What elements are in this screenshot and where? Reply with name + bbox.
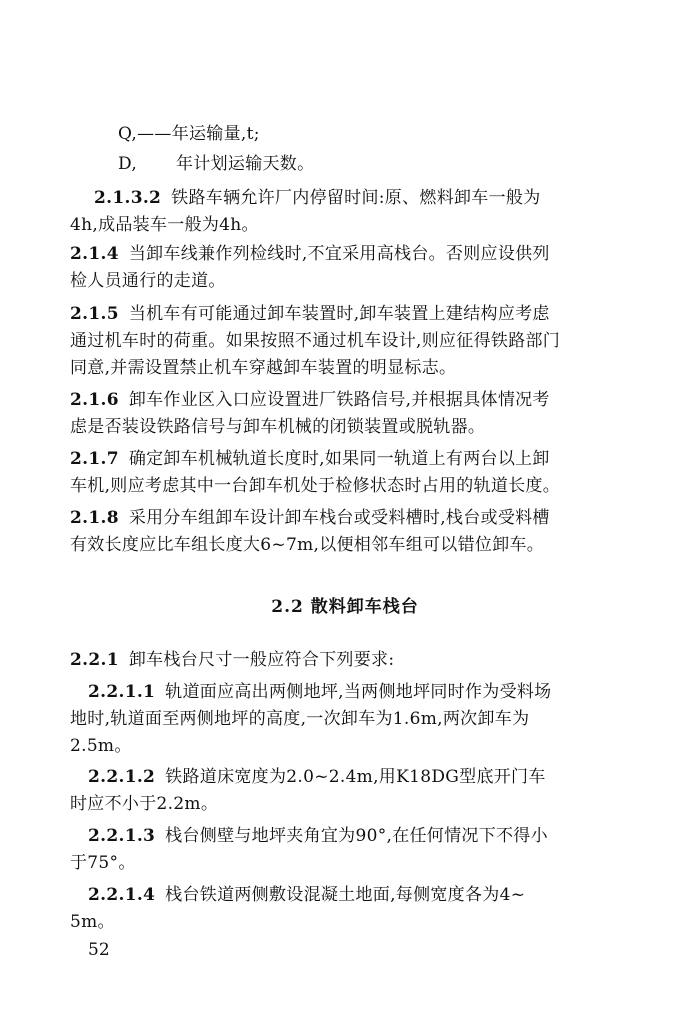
clause-text: 有效长度应比车组长度大6~7m,以便相邻车组可以错位卸车。 bbox=[70, 535, 545, 555]
clause-text: 卸车栈台尺寸一般应符合下列要求: bbox=[128, 650, 395, 670]
clause-first-line bbox=[70, 302, 690, 326]
clause-line bbox=[70, 415, 690, 439]
clause-text: 铁路道床宽度为2.0~2.4m,用K18DG型底开门车 bbox=[165, 767, 546, 787]
clause-number: 2.1.5 bbox=[70, 304, 119, 324]
clause-text: 铁路车辆允许厂内停留时间:原、燃料卸车一般为 bbox=[171, 188, 541, 208]
clause-text: 栈台侧壁与地坪夹角宜为90°,在任何情况下不得小 bbox=[165, 826, 548, 846]
clause-text: 同意,并需设置禁止机车穿越卸车装置的明显标志。 bbox=[70, 358, 457, 378]
clause-number: 2.1.4 bbox=[70, 244, 119, 264]
page-number: 52 bbox=[88, 940, 110, 960]
clause-line bbox=[70, 734, 690, 758]
clause-first-line bbox=[88, 883, 690, 907]
definition-text: ——年运输量,t; bbox=[137, 124, 260, 144]
clause-first-line bbox=[70, 388, 690, 412]
clause-first-line bbox=[70, 506, 690, 530]
clause-line bbox=[70, 269, 690, 293]
clause-number: 2.2.1.3 bbox=[88, 826, 156, 846]
clause-line bbox=[70, 910, 690, 934]
clause-first-line bbox=[70, 447, 690, 471]
clause-number: 2.2.1 bbox=[70, 650, 119, 670]
clause-text: 检人员通行的走道。 bbox=[70, 271, 226, 291]
clause-first-line bbox=[70, 648, 690, 672]
clause-text: 4h,成品装车一般为4h。 bbox=[70, 215, 259, 235]
definition-q bbox=[118, 122, 690, 146]
clause-number: 2.1.6 bbox=[70, 390, 119, 410]
definition-symbol: Q, bbox=[118, 124, 138, 144]
clause-number: 2.1.7 bbox=[70, 449, 119, 469]
clause-text: 确定卸车机械轨道长度时,如果同一轨道上有两台以上卸 bbox=[128, 449, 550, 469]
clause-text: 时应不小于2.2m。 bbox=[70, 794, 219, 814]
clause-text: 轨道面应高出两侧地坪,当两侧地坪同时作为受料场 bbox=[165, 682, 552, 702]
clause-text: 2.5m。 bbox=[70, 736, 132, 756]
clause-number: 2.1.3.2 bbox=[94, 188, 162, 208]
clause-text: 5m。 bbox=[70, 912, 115, 932]
clause-first-line bbox=[88, 680, 690, 704]
clause-line bbox=[70, 533, 690, 557]
clause-line bbox=[70, 356, 690, 380]
clause-number: 2.1.8 bbox=[70, 508, 119, 528]
clause-text: 于75°。 bbox=[70, 853, 136, 873]
clause-line bbox=[70, 474, 690, 498]
clause-line bbox=[70, 851, 690, 875]
clause-text: 栈台铁道两侧敷设混凝土地面,每侧宽度各为4~ bbox=[165, 885, 526, 905]
clause-text: 虑是否装设铁路信号与卸车机械的闭锁装置或脱轨器。 bbox=[70, 417, 486, 437]
clause-text: 车机,则应考虑其中一台卸车机处于检修状态时占用的轨道长度。 bbox=[70, 476, 561, 496]
clause-text: 当卸车线兼作列检线时,不宜采用高栈台。否则应设供列 bbox=[128, 244, 550, 264]
clause-first-line bbox=[88, 824, 690, 848]
clause-line bbox=[70, 707, 690, 731]
clause-number: 2.2.1.1 bbox=[88, 682, 156, 702]
clause-text: 通过机车时的荷重。如果按照不通过机车设计,则应征得铁路部门 bbox=[70, 331, 561, 351]
clause-text: 卸车作业区入口应设置进厂铁路信号,并根据具体情况考 bbox=[128, 390, 550, 410]
clause-first-line bbox=[88, 765, 690, 789]
definition-symbol: D, bbox=[118, 154, 138, 174]
clause-number: 2.2.1.2 bbox=[88, 767, 156, 787]
clause-text: 地时,轨道面至两侧地坪的高度,一次卸车为1.6m,两次卸车为 bbox=[70, 709, 530, 729]
section-heading: 2.2 散料卸车栈台 bbox=[271, 597, 419, 617]
clause-text: 当机车有可能通过卸车装置时,卸车装置上建结构应考虑 bbox=[128, 304, 550, 324]
clause-first-line bbox=[70, 242, 690, 266]
definition-d bbox=[118, 152, 690, 176]
clause-line bbox=[70, 213, 690, 237]
clause-line bbox=[70, 329, 690, 353]
clause-number: 2.2.1.4 bbox=[88, 885, 156, 905]
clause-first-line bbox=[94, 186, 690, 210]
clause-line bbox=[70, 792, 690, 816]
definition-text: 年计划运输天数。 bbox=[176, 154, 315, 174]
clause-text: 采用分车组卸车设计卸车栈台或受料槽时,栈台或受料槽 bbox=[128, 508, 550, 528]
